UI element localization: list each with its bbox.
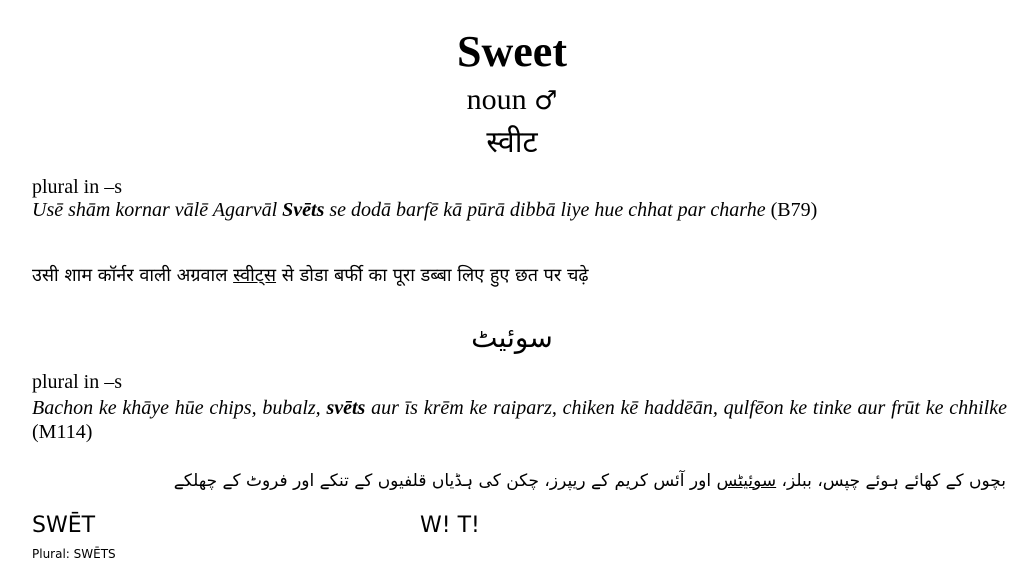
example-text-2b: aur īs krēm ke raiparz, chiken kē haddēān, qulfēon ke tinke aur frūt ke chhilke xyxy=(365,397,1007,419)
example-keyword-1: Svēts xyxy=(282,199,325,221)
devanagari-headword: स्वीट xyxy=(486,125,538,160)
phonetic-spelling: SWĒT xyxy=(32,513,96,538)
pos-label: noun xyxy=(466,83,527,116)
plural-label-1: plural in –s xyxy=(32,176,122,198)
example-reference-2: (M114) xyxy=(32,421,93,443)
example-keyword-2: svēts xyxy=(326,397,366,419)
hindi-keyword: स्वीट्स xyxy=(233,265,277,286)
example-reference-1: (B79) xyxy=(770,199,818,221)
code-label: W! T! xyxy=(420,513,480,538)
example-sentence-1 xyxy=(32,198,1007,222)
urdu-keyword: سوئیٹس xyxy=(716,471,777,491)
urdu-translation xyxy=(174,468,1006,494)
example-text-1b: se dodā barfē kā pūrā dibbā liye hue chhat par charhe xyxy=(324,199,771,221)
urdu-text-a: بچوں کے کھائے ہوئے چپس، ببلز، xyxy=(776,471,1006,491)
hindi-text-a: उसी शाम कॉर्नर वाली अग्रवाल xyxy=(32,265,234,286)
hindi-text-b: से डोडा बर्फी का पूरा डब्बा लिए हुए छत पर चढ़े xyxy=(276,265,589,286)
example-text-1a: Usē shām kornar vālē Agarvāl xyxy=(32,199,283,221)
part-of-speech xyxy=(0,82,1024,119)
headword: Sweet xyxy=(457,27,567,76)
plural-phonetic: Plural: SWĒTS xyxy=(32,547,116,561)
male-gender-icon: ♂ xyxy=(534,86,558,116)
urdu-headword: سوئیٹ xyxy=(471,321,553,354)
urdu-text-b: اور آئس کریم کے ریپرز، چکن کی ہڈیاں قلفیوں کے تنکے اور فروٹ کے چھلکے xyxy=(173,471,717,491)
example-sentence-2 xyxy=(32,396,1007,444)
hindi-translation xyxy=(32,264,589,288)
example-text-2a: Bachon ke khāye hūe chips, bubalz, xyxy=(32,397,327,419)
plural-label-2: plural in –s xyxy=(32,371,122,393)
